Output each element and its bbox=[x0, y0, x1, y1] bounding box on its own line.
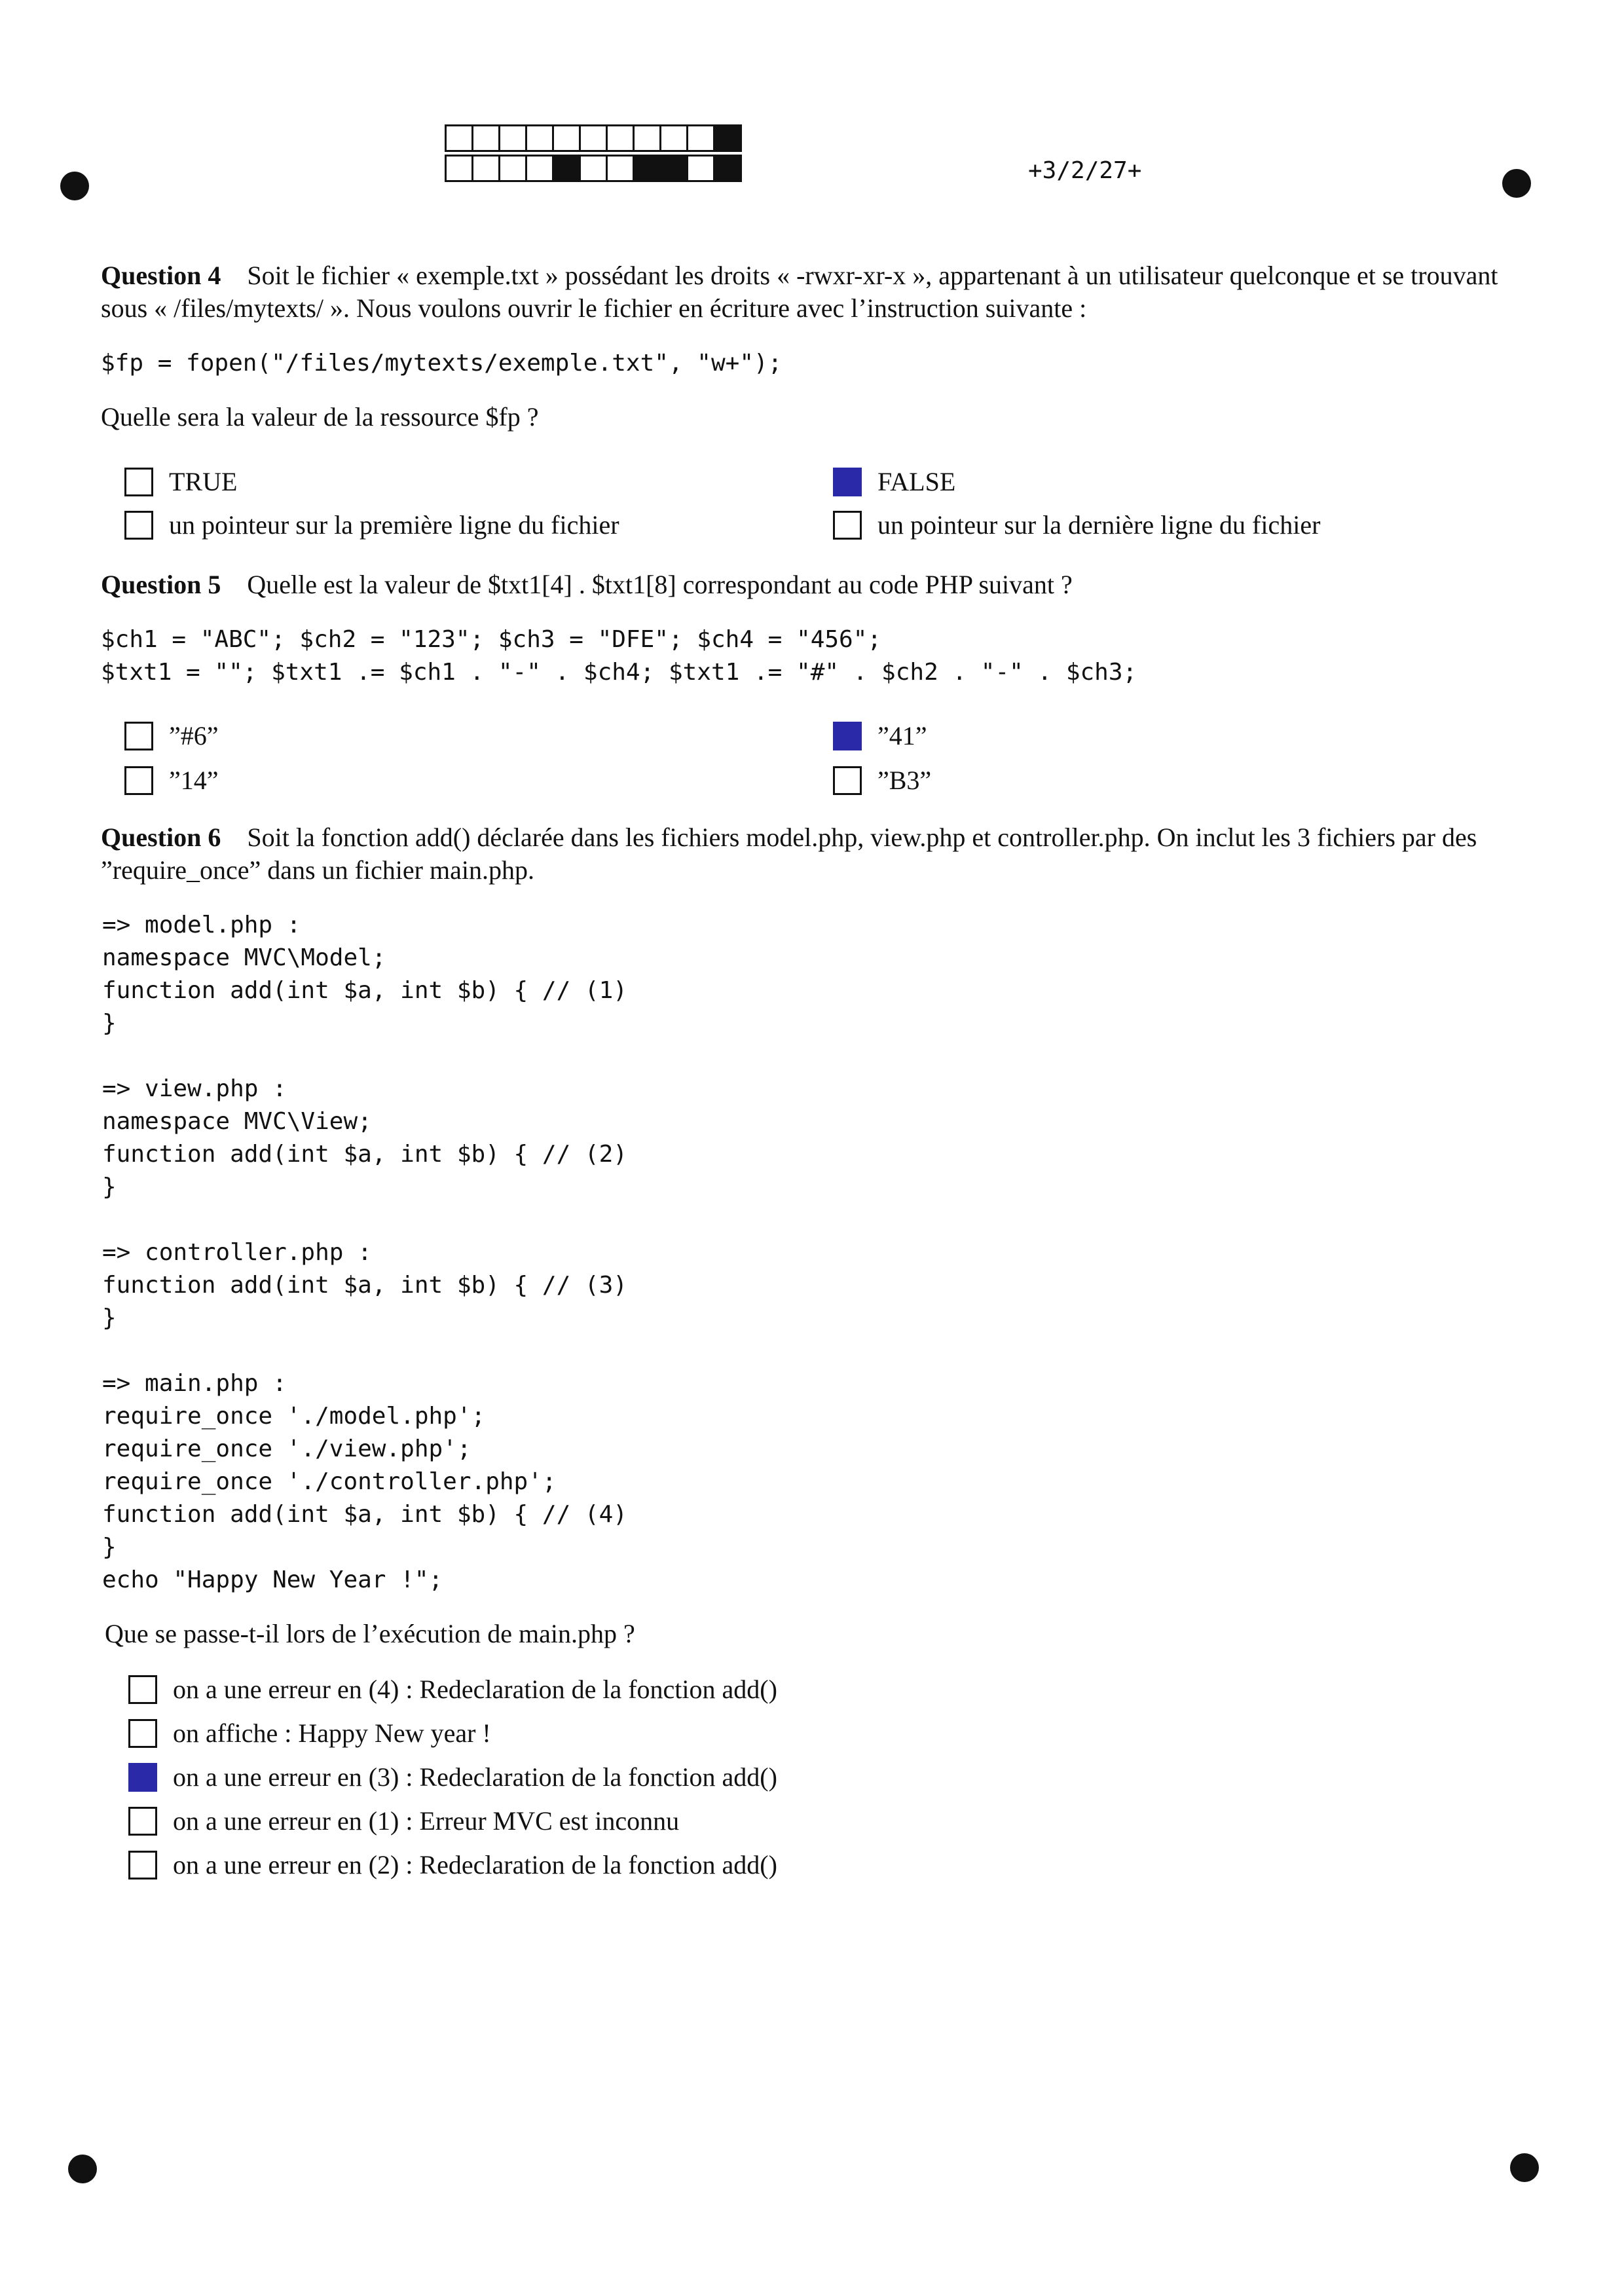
question-4-text: Soit le fichier « exemple.txt » possédant les droits « -rwxr-xr-x », appartenant à un utilisateur quelconque et se trouvant sous « /files/mytexts/ ». Nous voulons ouvrir le fichier en écriture avec l’instruction suivante : bbox=[101, 261, 1498, 323]
registration-mark-top-left bbox=[60, 172, 89, 200]
q4-option-label: FALSE bbox=[877, 467, 956, 496]
q5-option-4[interactable] bbox=[833, 765, 931, 796]
q4-option-last-line[interactable] bbox=[833, 509, 1320, 540]
question-4-statement bbox=[101, 259, 1509, 325]
q4-option-false[interactable] bbox=[833, 466, 955, 497]
barcode-row-2 bbox=[447, 155, 742, 182]
barcode-cell bbox=[606, 155, 635, 182]
barcode-cell bbox=[659, 155, 688, 182]
q6-option-5[interactable] bbox=[128, 1849, 777, 1880]
q4-option-label: un pointeur sur la dernière ligne du fichier bbox=[877, 510, 1321, 540]
barcode-cell bbox=[552, 155, 581, 182]
q4-checkbox-last-line[interactable] bbox=[833, 511, 862, 540]
q5-option-1[interactable] bbox=[124, 720, 219, 751]
q6-option-label: on a une erreur en (1) : Erreur MVC est inconnu bbox=[173, 1806, 680, 1836]
registration-mark-bottom-right bbox=[1510, 2153, 1539, 2182]
q6-option-label: on a une erreur en (3) : Redeclaration de la fonction add() bbox=[173, 1762, 777, 1792]
question-5-statement bbox=[101, 568, 1509, 601]
barcode-cell bbox=[633, 124, 661, 152]
barcode-cell bbox=[579, 124, 608, 152]
question-6-text: Soit la fonction add() déclarée dans les fichiers model.php, view.php et controller.php. On inclut les 3 fichiers par des ”require_once” dans un fichier main.php. bbox=[101, 823, 1477, 885]
question-6-title: Question 6 bbox=[101, 823, 221, 852]
q6-option-1[interactable] bbox=[128, 1674, 777, 1705]
q6-option-3[interactable] bbox=[128, 1762, 777, 1792]
q5-checkbox-1[interactable] bbox=[124, 722, 153, 750]
barcode-cell bbox=[686, 124, 715, 152]
q4-option-label: un pointeur sur la première ligne du fichier bbox=[169, 510, 619, 540]
page-id: +3/2/27+ bbox=[1028, 157, 1142, 184]
barcode-cell bbox=[713, 124, 742, 152]
q5-option-2[interactable] bbox=[833, 720, 927, 751]
q6-option-label: on a une erreur en (4) : Redeclaration de la fonction add() bbox=[173, 1675, 777, 1704]
q4-option-first-line[interactable] bbox=[124, 509, 619, 540]
q5-option-label: ”#6” bbox=[169, 721, 219, 750]
q6-checkbox-3[interactable] bbox=[128, 1763, 157, 1792]
barcode-cell bbox=[445, 155, 473, 182]
barcode-cell bbox=[659, 124, 688, 152]
barcode-cell bbox=[713, 155, 742, 182]
barcode-cell bbox=[633, 155, 661, 182]
q4-option-label: TRUE bbox=[169, 467, 238, 496]
barcode-row-1 bbox=[447, 124, 742, 152]
barcode-cell bbox=[579, 155, 608, 182]
barcode-cell bbox=[686, 155, 715, 182]
q6-option-4[interactable] bbox=[128, 1805, 679, 1836]
question-5-text: Quelle est la valeur de $txt1[4] . $txt1[8] correspondant au code PHP suivant ? bbox=[247, 570, 1073, 599]
q5-option-label: ”14” bbox=[169, 766, 219, 795]
question-5-title: Question 5 bbox=[101, 570, 221, 599]
question-5-code: $ch1 = "ABC"; $ch2 = "123"; $ch3 = "DFE"; $ch4 = "456"; $txt1 = ""; $txt1 .= $ch1 . "-" . $ch4; $txt1 .= "#" . $ch2 . "-" . $ch3; bbox=[101, 626, 1137, 686]
question-4-prompt: Quelle sera la valeur de la ressource $fp ? bbox=[101, 402, 539, 432]
barcode-cell bbox=[552, 124, 581, 152]
q6-checkbox-4[interactable] bbox=[128, 1807, 157, 1836]
registration-mark-bottom-left bbox=[68, 2155, 97, 2183]
question-6-code: => model.php : namespace MVC\Model; function add(int $a, int $b) { // (1) } => view.php : namespace MVC\View; function add(int $a, int $b) { // (2) } => controller.php : function add(int $a, int $b) { // (3) } => main.php : require_once './model.php'; require_once './view.php'; require_once './controller.php'; function add(int $a, int $b) { // (4) } echo "Happy New Year !"; bbox=[102, 912, 627, 1593]
barcode-cell bbox=[525, 124, 554, 152]
barcode-cell bbox=[471, 155, 500, 182]
q4-checkbox-false[interactable] bbox=[833, 468, 862, 496]
question-4-code: $fp = fopen("/files/mytexts/exemple.txt", "w+"); bbox=[101, 350, 783, 377]
question-6-prompt: Que se passe-t-il lors de l’exécution de main.php ? bbox=[105, 1619, 635, 1648]
question-6-statement bbox=[101, 821, 1509, 887]
q6-checkbox-2[interactable] bbox=[128, 1719, 157, 1748]
q5-option-label: ”41” bbox=[877, 721, 927, 750]
q6-option-label: on a une erreur en (2) : Redeclaration de la fonction add() bbox=[173, 1850, 777, 1879]
registration-mark-top-right bbox=[1502, 169, 1531, 198]
q5-checkbox-3[interactable] bbox=[124, 766, 153, 795]
q4-checkbox-true[interactable] bbox=[124, 468, 153, 496]
barcode-cell bbox=[498, 124, 527, 152]
barcode-cell bbox=[606, 124, 635, 152]
barcode-cell bbox=[445, 124, 473, 152]
q5-option-3[interactable] bbox=[124, 765, 219, 796]
q6-option-label: on affiche : Happy New year ! bbox=[173, 1718, 491, 1748]
q5-option-label: ”B3” bbox=[877, 766, 932, 795]
q4-option-true[interactable] bbox=[124, 466, 237, 497]
question-4-title: Question 4 bbox=[101, 261, 221, 290]
q5-checkbox-2[interactable] bbox=[833, 722, 862, 750]
barcode-cell bbox=[498, 155, 527, 182]
q6-checkbox-5[interactable] bbox=[128, 1851, 157, 1879]
q6-option-2[interactable] bbox=[128, 1718, 491, 1749]
q4-checkbox-first-line[interactable] bbox=[124, 511, 153, 540]
barcode-cell bbox=[471, 124, 500, 152]
q5-checkbox-4[interactable] bbox=[833, 766, 862, 795]
q6-checkbox-1[interactable] bbox=[128, 1675, 157, 1704]
barcode-cell bbox=[525, 155, 554, 182]
